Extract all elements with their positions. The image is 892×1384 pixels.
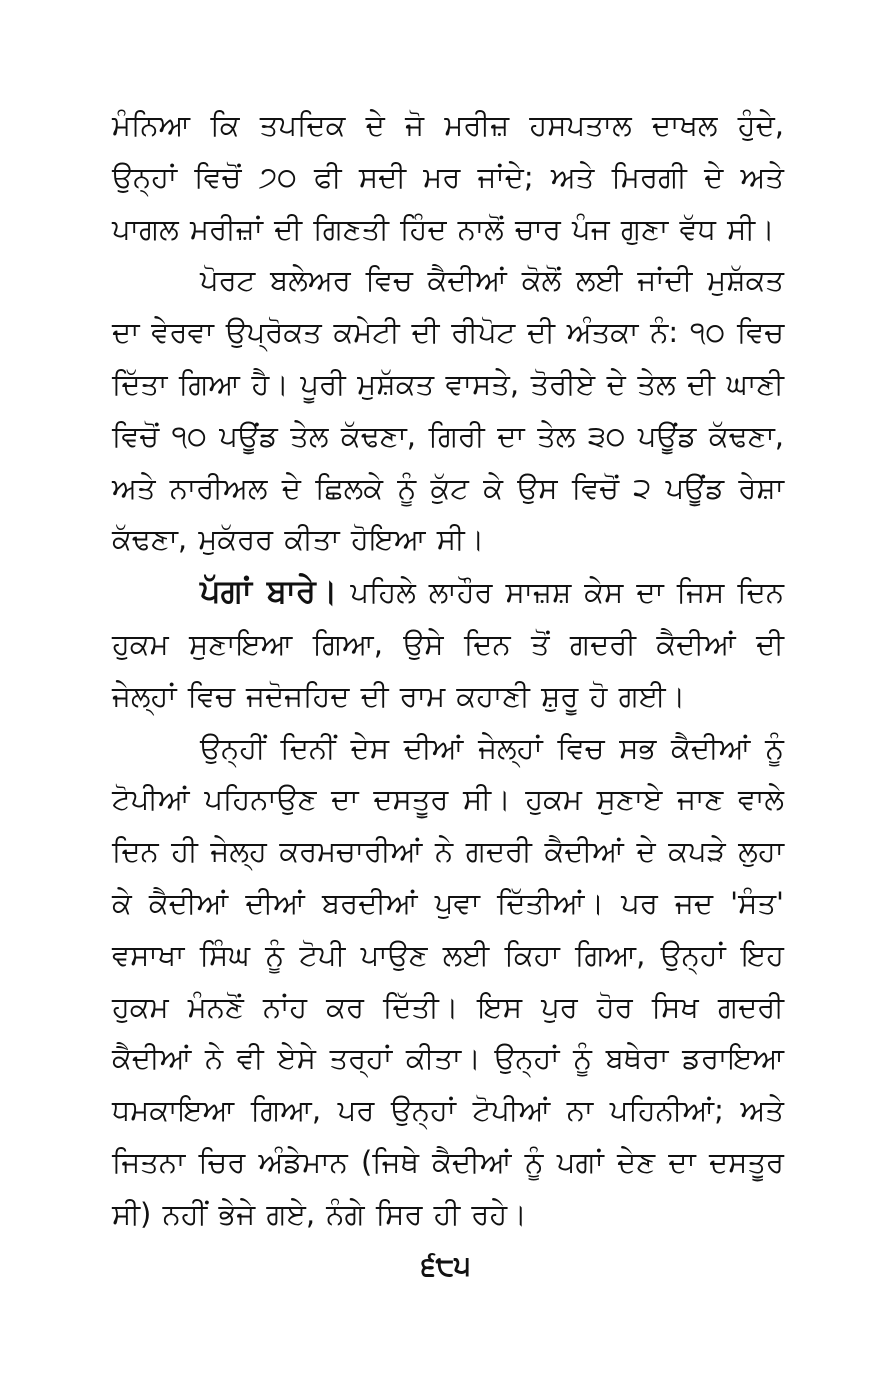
paragraph-4: ਉਨ੍ਹੀਂ ਦਿਨੀਂ ਦੇਸ ਦੀਆਂ ਜੇਲ੍ਹਾਂ ਵਿਚ ਸਭ ਕੈਦੀਆਂ ਨੂੰ ਟੋਪੀਆਂ ਪਹਿਨਾਉਣ ਦਾ ਦਸਤੂਰ ਸੀ। ਹੁਕਮ ਸੁਣਾਏ ਜਾਣ ਵਾਲੇ ਦਿਨ ਹੀ ਜੇਲ੍ਹ ਕਰਮਚਾਰੀਆਂ ਨੇ ਗਦਰੀ ਕੈਦੀਆਂ ਦੇ ਕਪੜੇ ਲੁਹਾ ਕੇ ਕੈਦੀਆਂ ਦੀਆਂ ਬਰਦੀਆਂ ਪੁਵਾ ਦਿੱਤੀਆਂ। ਪਰ ਜਦ 'ਸੰਤ' ਵਸਾਖਾ ਸਿੰਘ ਨੂੰ ਟੋਪੀ ਪਾਉਣ ਲਈ ਕਿਹਾ ਗਿਆ, ਉਨ੍ਹਾਂ ਇਹ ਹੁਕਮ ਮੰਨਣੋਂ ਨਾਂਹ ਕਰ ਦਿੱਤੀ। ਇਸ ਪੁਰ ਹੋਰ ਸਿਖ ਗਦਰੀ ਕੈਦੀਆਂ ਨੇ ਵੀ ਏਸੇ ਤਰ੍ਹਾਂ ਕੀਤਾ। ਉਨ੍ਹਾਂ ਨੂੰ ਬਥੇਰਾ ਡਰਾਇਆ ਧਮਕਾਇਆ ਗਿਆ, ਪਰ ਉਨ੍ਹਾਂ ਟੋਪੀਆਂ ਨਾ ਪਹਿਨੀਆਂ; ਅਤੇ ਜਿਤਨਾ ਚਿਰ ਅੰਡੇਮਾਨ (ਜਿਥੇ ਕੈਦੀਆਂ ਨੂੰ ਪਗਾਂ ਦੇਣ ਦਾ ਦਸਤੂਰ ਸੀ) ਨਹੀਂ ਭੇਜੇ ਗਏ, ਨੰਗੇ ਸਿਰ ਹੀ ਰਹੇ। (112, 730, 784, 1231)
paragraph-3 (112, 566, 784, 722)
paragraph-2: ਪੋਰਟ ਬਲੇਅਰ ਵਿਚ ਕੈਦੀਆਂ ਕੋਲੋਂ ਲਈ ਜਾਂਦੀ ਮੁਸ਼ੱਕਤ ਦਾ ਵੇਰਵਾ ਉਪ੍ਰੋਕਤ ਕਮੇਟੀ ਦੀ ਰੀਪੋਟ ਦੀ ਅੰਤਕਾ ਨੰ: ੧੦ ਵਿਚ ਦਿੱਤਾ ਗਿਆ ਹੈ। ਪੂਰੀ ਮੁਸ਼ੱਕਤ ਵਾਸਤੇ, ਤੋਰੀਏ ਦੇ ਤੇਲ ਦੀ ਘਾਣੀ ਵਿਚੋਂ ੧੦ ਪਊਂਡ ਤੇਲ ਕੱਢਣਾ, ਗਿਰੀ ਦਾ ਤੇਲ ੩੦ ਪਊਂਡ ਕੱਢਣਾ, ਅਤੇ ਨਾਰੀਅਲ ਦੇ ਛਿਲਕੇ ਨੂੰ ਕੁੱਟ ਕੇ ਉਸ ਵਿਚੋਂ ੨ ਪਊਂਡ ਰੇਸ਼ਾ ਕੱਢਣਾ, ਮੁਕੱਰਰ ਕੀਤਾ ਹੋਇਆ ਸੀ। (112, 263, 784, 557)
section-heading: ਪੱਗਾਂ ਬਾਰੇ। (200, 572, 338, 611)
paragraph-1: ਮੰਨਿਆ ਕਿ ਤਪਦਿਕ ਦੇ ਜੋ ਮਰੀਜ਼ ਹਸਪਤਾਲ ਦਾਖਲ ਹੁੰਦੇ, ਉਨ੍ਹਾਂ ਵਿਚੋਂ ੭੦ ਫੀ ਸਦੀ ਮਰ ਜਾਂਦੇ; ਅਤੇ ਮਿਰਗੀ ਦੇ ਅਤੇ ਪਾਗਲ ਮਰੀਜ਼ਾਂ ਦੀ ਗਿਣਤੀ ਹਿੰਦ ਨਾਲੋਂ ਚਾਰ ਪੰਜ ਗੁਣਾ ਵੱਧ ਸੀ। (112, 108, 784, 246)
paragraph-3-text: ਪਹਿਲੇ ਲਾਹੌਰ ਸਾਜ਼ਸ਼ ਕੇਸ ਦਾ ਜਿਸ ਦਿਨ ਹੁਕਮ ਸੁਣਾਇਆ ਗਿਆ, ਉਸੇ ਦਿਨ ਤੋਂ ਗਦਰੀ ਕੈਦੀਆਂ ਦੀ ਜੇਲ੍ਹਾਂ ਵਿਚ ਜਦੋਜਹਿਦ ਦੀ ਰਾਮ ਕਹਾਣੀ ਸ਼ੁਰੂ ਹੋ ਗਈ। (112, 575, 784, 713)
page-number: ੬੮੫ (421, 1249, 471, 1282)
body-text (112, 100, 784, 1241)
